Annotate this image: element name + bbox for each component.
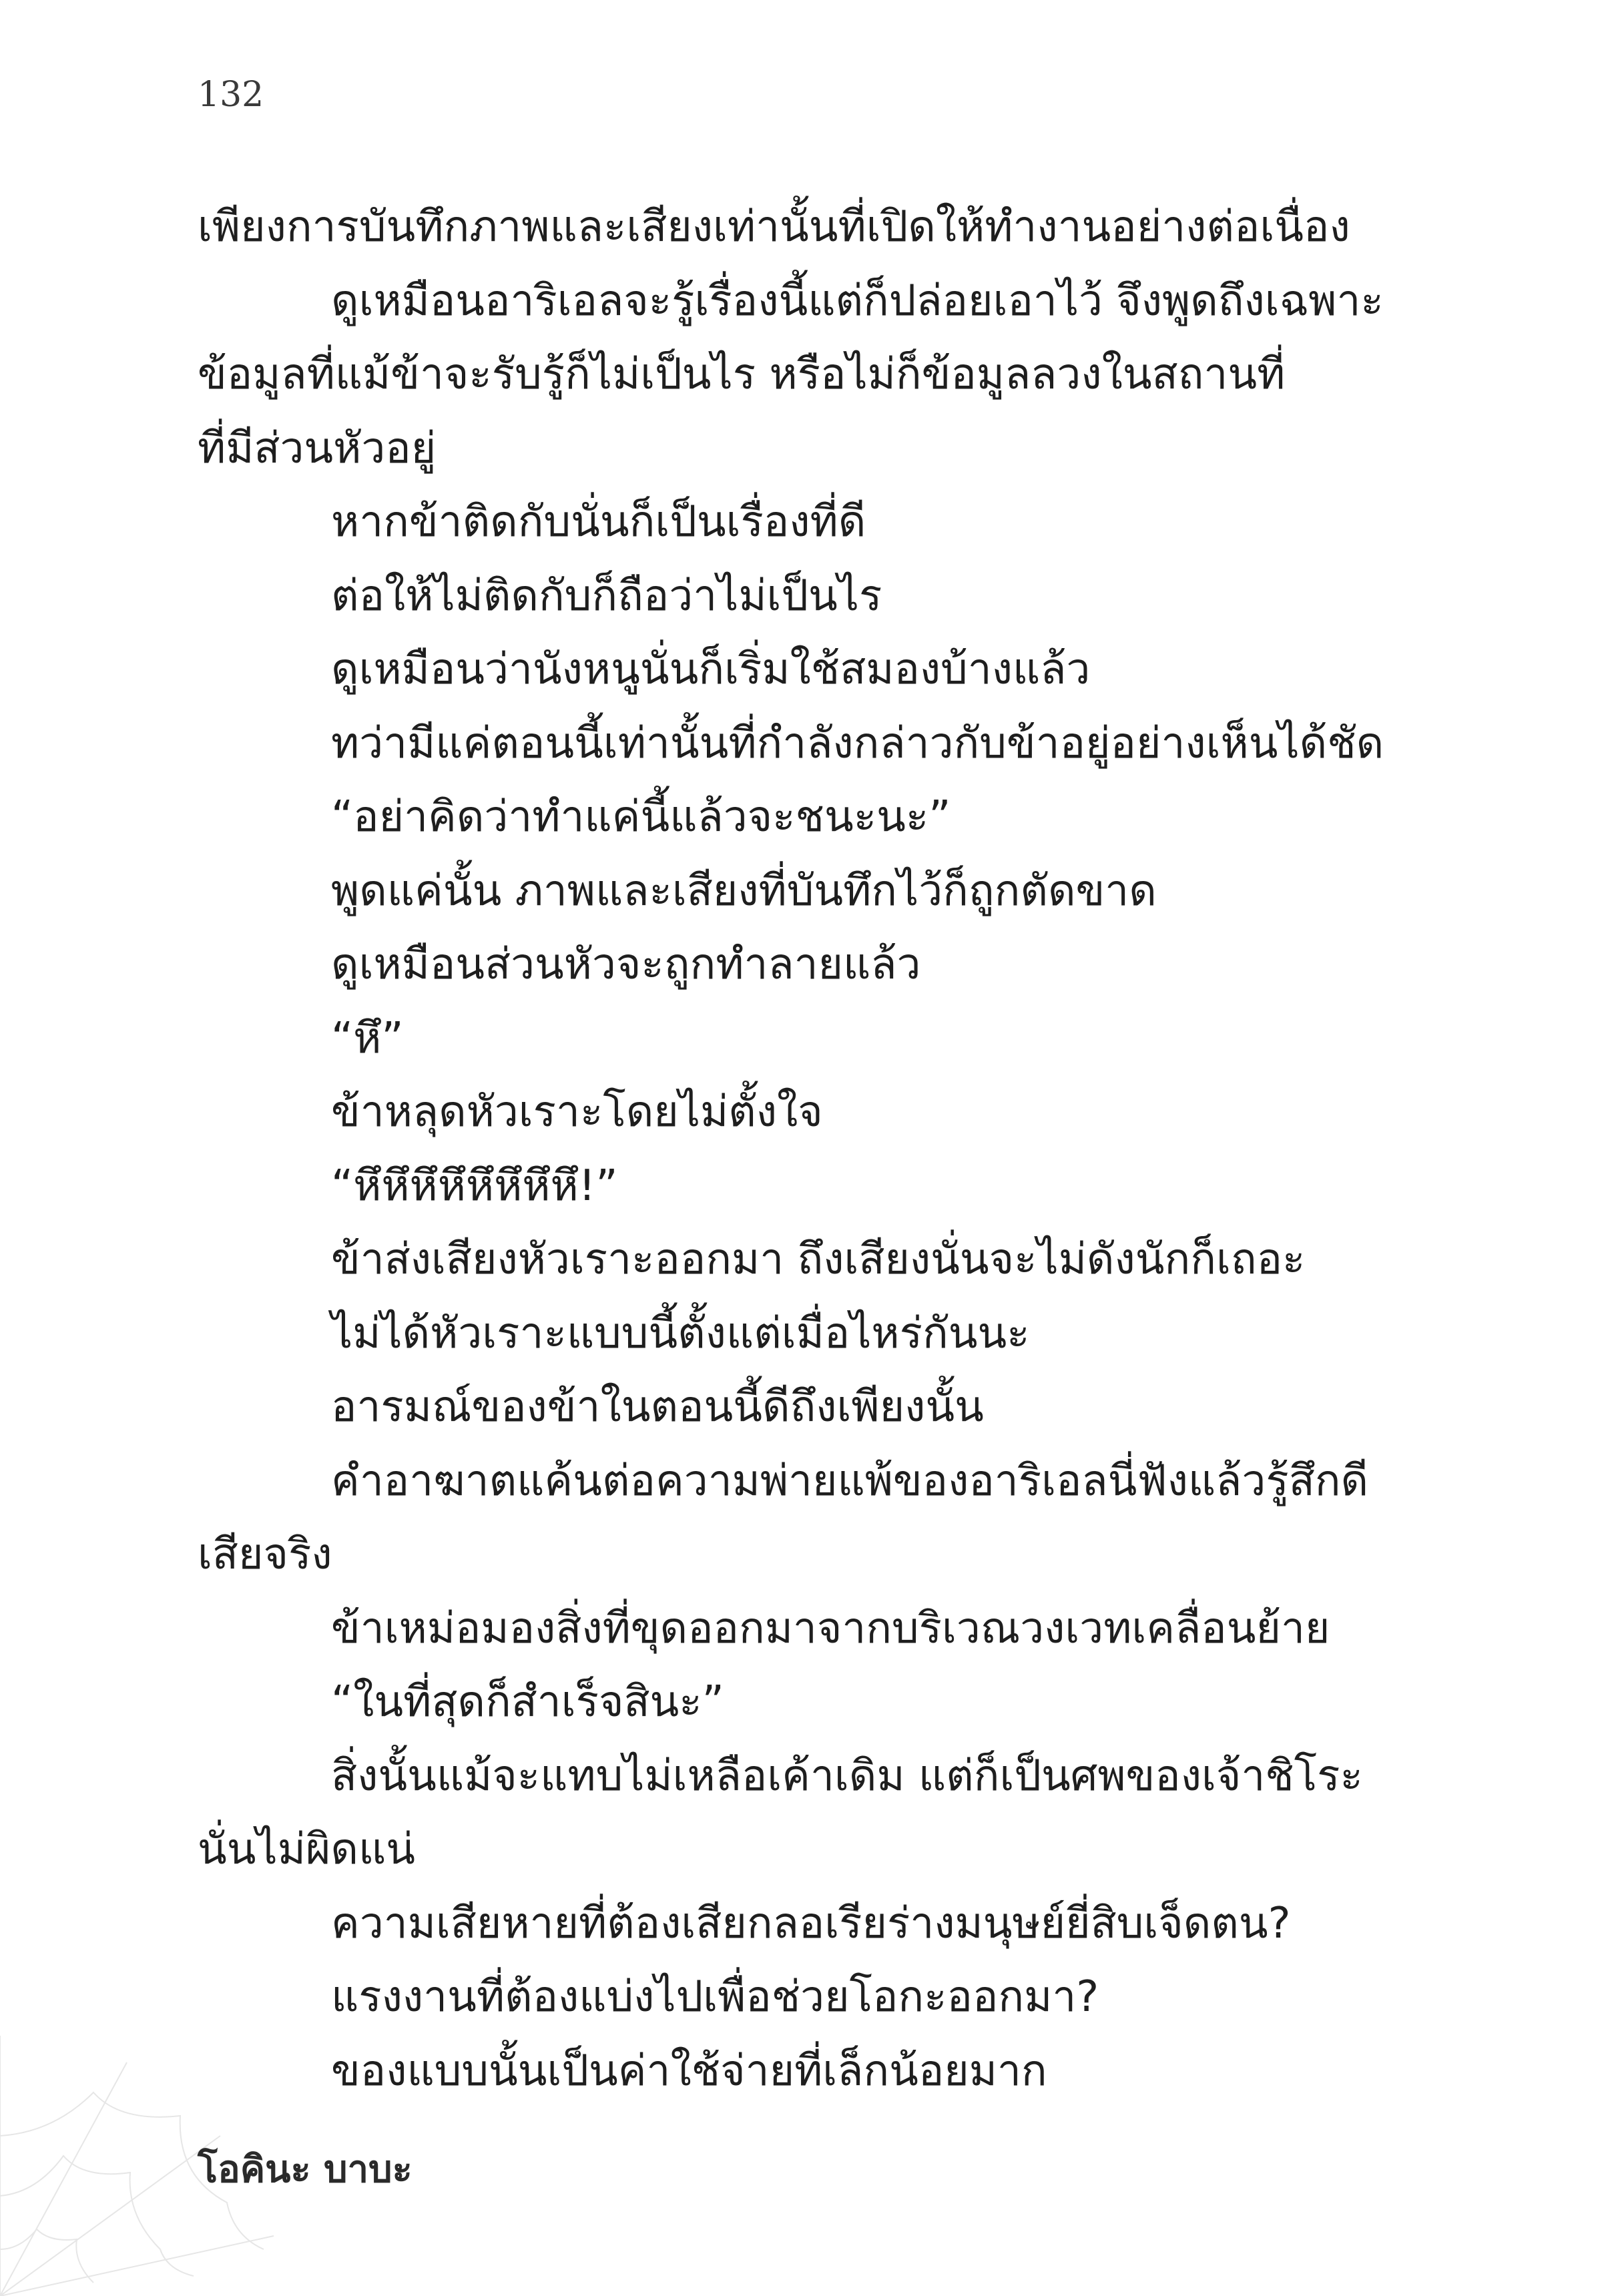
text-line: ทว่ามีแค่ตอนนี้เท่านั้นที่กำลังกล่าวกับข้าอยู่อย่างเห็นได้ชัด (331, 718, 1384, 768)
body-text (198, 190, 1412, 2108)
text-line: “หึ” (331, 1013, 404, 1063)
text-line: ดูเหมือนอาริเอลจะรู้เรื่องนี้แต่ก็ปล่อยเอาไว้ จึงพูดถึงเฉพาะ (331, 276, 1384, 326)
text-line: ข้าหลุดหัวเราะโดยไม่ตั้งใจ (331, 1087, 823, 1137)
text-line: ดูเหมือนว่านังหนูนั่นก็เริ่มใช้สมองบ้างแล้ว (331, 645, 1091, 694)
text-line: นั่นไม่ผิดแน่ (198, 1825, 415, 1874)
text-line: ของแบบนั้นเป็นค่าใช้จ่ายที่เล็กน้อยมาก (331, 2046, 1047, 2096)
text-line: ต่อให้ไม่ติดกับก็ถือว่าไม่เป็นไร (331, 571, 882, 621)
text-line: “อย่าคิดว่าทำแค่นี้แล้วจะชนะนะ” (331, 792, 951, 842)
page-number: 132 (198, 75, 264, 115)
text-line: คำอาฆาตแค้นต่อความพ่ายแพ้ของอาริเอลนี่ฟังแล้วรู้สึกดี (331, 1456, 1369, 1506)
text-line: “หึหึหึหึหึหึหึหึ!” (331, 1161, 618, 1211)
text-line: ข้าส่งเสียงหัวเราะออกมา ถึงเสียงนั่นจะไม่ดังนักก็เถอะ (331, 1235, 1306, 1284)
text-line: ดูเหมือนส่วนหัวจะถูกทำลายแล้ว (331, 940, 921, 989)
text-line: พูดแค่นั้น ภาพและเสียงที่บันทึกไว้ก็ถูกตัดขาด (331, 866, 1157, 916)
text-line: สิ่งนั้นแม้จะแทบไม่เหลือเค้าเดิม แต่ก็เป็นศพของเจ้าชิโระ (331, 1751, 1363, 1801)
text-line: ความเสียหายที่ต้องเสียกลอเรียร่างมนุษย์ยี่สิบเจ็ดตน? (331, 1898, 1291, 1948)
text-line: ที่มีส่วนหัวอยู่ (198, 423, 437, 473)
text-line: ไม่ได้หัวเราะแบบนี้ตั้งแต่เมื่อไหร่กันนะ (331, 1308, 1030, 1358)
text-line: ข้อมูลที่แม้ข้าจะรับรู้ก็ไม่เป็นไร หรือไม่ก็ข้อมูลลวงในสถานที่ (198, 350, 1286, 399)
text-line: หากข้าติดกับนั่นก็เป็นเรื่องที่ดี (331, 497, 866, 547)
text-line: ข้าเหม่อมองสิ่งที่ขุดออกมาจากบริเวณวงเวทเคลื่อนย้าย (331, 1603, 1330, 1653)
author-name: โอคินะ บาบะ (198, 2148, 413, 2191)
text-line: เพียงการบันทึกภาพและเสียงเท่านั้นที่เปิดให้ทำงานอย่างต่อเนื่อง (198, 202, 1350, 252)
text-line: แรงงานที่ต้องแบ่งไปเพื่อช่วยโอกะออกมา? (331, 1972, 1099, 2022)
text-line: “ในที่สุดก็สำเร็จสินะ” (331, 1677, 724, 1727)
text-line: อารมณ์ของข้าในตอนนี้ดีถึงเพียงนั้น (331, 1382, 984, 1432)
text-line: เสียจริง (198, 1530, 332, 1579)
